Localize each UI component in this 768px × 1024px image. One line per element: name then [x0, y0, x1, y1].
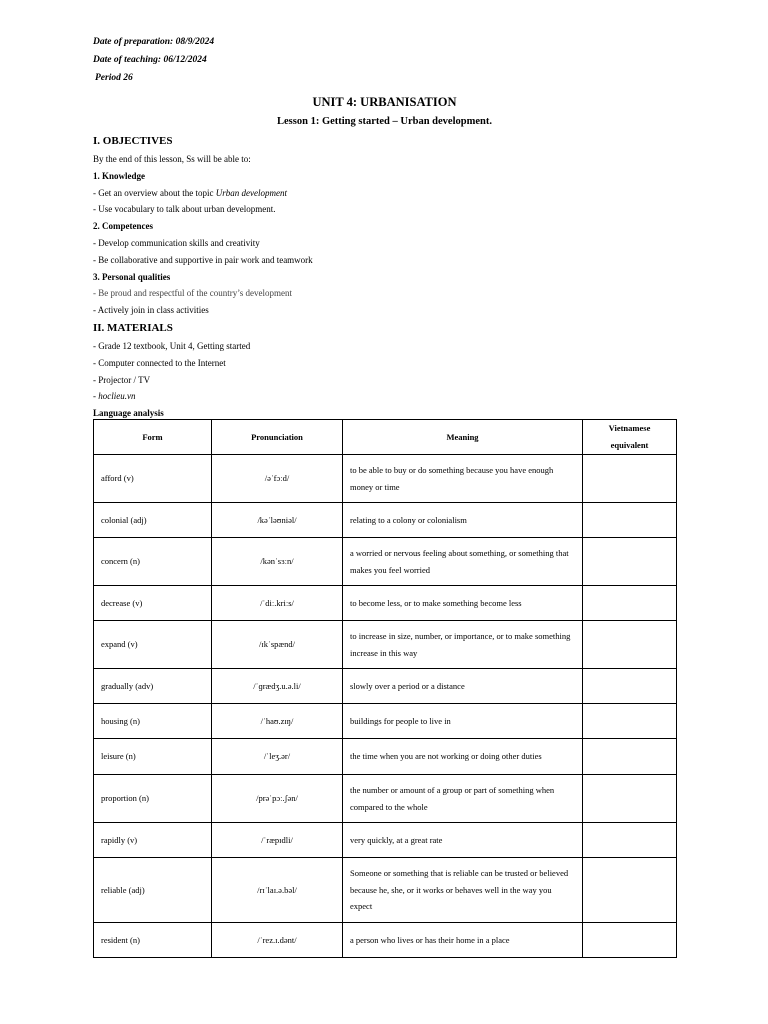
personal-quality-item: - Be proud and respectful of the country’s development: [93, 288, 292, 299]
meaning-cell: buildings for people to live in: [343, 704, 583, 739]
language-analysis-heading: Language analysis: [93, 408, 164, 419]
pronunciation-cell: /ˈræpɪdli/: [212, 823, 343, 858]
column-header-vietnamese: Vietnamese equivalent: [583, 420, 677, 455]
vietnamese-cell: [583, 455, 677, 503]
date-of-preparation: Date of preparation: 08/9/2024: [93, 37, 215, 47]
meaning-cell: the time when you are not working or doing other duties: [343, 739, 583, 775]
vietnamese-cell: [583, 586, 677, 621]
vietnamese-cell: [583, 775, 677, 823]
pronunciation-cell: /prəˈpɔː.ʃən/: [212, 775, 343, 823]
form-cell: gradually (adv): [94, 669, 212, 704]
material-item: [93, 391, 676, 401]
column-header-meaning: Meaning: [343, 420, 583, 455]
knowledge-item: [93, 188, 676, 198]
form-cell: afford (v): [94, 455, 212, 503]
knowledge-heading: 1. Knowledge: [93, 170, 146, 181]
table-row: [94, 775, 677, 823]
vocabulary-table: [93, 419, 677, 958]
column-header-pronunciation: Pronunciation: [212, 420, 343, 455]
pronunciation-cell: /rɪˈlaɪ.ə.bəl/: [212, 858, 343, 923]
table-row: [94, 923, 677, 958]
pronunciation-cell: /kənˈsɜːn/: [212, 538, 343, 586]
vietnamese-cell: [583, 858, 677, 923]
date-of-teaching: Date of teaching: 06/12/2024: [93, 55, 207, 65]
material-link-text: hoclieu.vn: [98, 391, 136, 402]
pronunciation-cell: /əˈfɔːd/: [212, 455, 343, 503]
competence-item: - Develop communication skills and creativity: [93, 237, 260, 248]
table-row: [94, 823, 677, 858]
vietnamese-cell: [583, 739, 677, 775]
meaning-cell: very quickly, at a great rate: [343, 823, 583, 858]
meaning-cell: a person who lives or has their home in a place: [343, 923, 583, 958]
materials-heading: II. MATERIALS: [93, 321, 173, 334]
pronunciation-cell: /ɪkˈspænd/: [212, 621, 343, 669]
table-row: [94, 538, 677, 586]
competence-item: - Be collaborative and supportive in pair work and teamwork: [93, 254, 313, 265]
material-item: - Grade 12 textbook, Unit 4, Getting started: [93, 340, 251, 351]
table-row: [94, 704, 677, 739]
pronunciation-cell: /ˈdiː.kriːs/: [212, 586, 343, 621]
vietnamese-cell: [583, 923, 677, 958]
pronunciation-cell: /kəˈləʊniəl/: [212, 503, 343, 538]
personal-qualities-heading: 3. Personal qualities: [93, 271, 171, 282]
column-header-form: Form: [94, 420, 212, 455]
vietnamese-cell: [583, 669, 677, 704]
unit-title: UNIT 4: URBANISATION: [312, 95, 457, 109]
form-cell: resident (n): [94, 923, 212, 958]
table-row: [94, 455, 677, 503]
vietnamese-cell: [583, 621, 677, 669]
table-row: [94, 503, 677, 538]
competences-heading: 2. Competences: [93, 221, 153, 232]
meaning-cell: Someone or something that is reliable can be trusted or believed because he, she, or it works or behaves well in the way you expect: [343, 858, 583, 923]
pronunciation-cell: /ˈleʒ.ər/: [212, 739, 343, 775]
table-row: [94, 739, 677, 775]
form-cell: rapidly (v): [94, 823, 212, 858]
meaning-cell: to be able to buy or do something because you have enough money or time: [343, 455, 583, 503]
table-row: [94, 621, 677, 669]
form-cell: decrease (v): [94, 586, 212, 621]
knowledge-item-text: - Get an overview about the topic: [93, 187, 216, 198]
vietnamese-cell: [583, 704, 677, 739]
pronunciation-cell: /ˈrez.ɪ.dənt/: [212, 923, 343, 958]
vietnamese-cell: [583, 503, 677, 538]
meaning-cell: to increase in size, number, or importance, or to make something increase in this way: [343, 621, 583, 669]
form-cell: housing (n): [94, 704, 212, 739]
vocabulary-table-body: [94, 455, 677, 958]
objectives-intro: By the end of this lesson, Ss will be able to:: [93, 154, 251, 164]
meaning-cell: relating to a colony or colonialism: [343, 503, 583, 538]
pronunciation-cell: /ˈhaʊ.zɪŋ/: [212, 704, 343, 739]
table-row: [94, 586, 677, 621]
material-item: - Projector / TV: [93, 374, 151, 385]
form-cell: colonial (adj): [94, 503, 212, 538]
vietnamese-cell: [583, 538, 677, 586]
vietnamese-cell: [583, 823, 677, 858]
objectives-heading: I. OBJECTIVES: [93, 135, 173, 147]
period-label: Period 26: [95, 73, 133, 83]
lesson-title: Lesson 1: Getting started – Urban development.: [277, 116, 492, 127]
form-cell: leisure (n): [94, 739, 212, 775]
form-cell: concern (n): [94, 538, 212, 586]
lesson-plan: [93, 38, 676, 958]
pronunciation-cell: /ˈɡrædʒ.u.ə.li/: [212, 669, 343, 704]
form-cell: expand (v): [94, 621, 212, 669]
knowledge-item: - Use vocabulary to talk about urban development.: [93, 204, 276, 215]
personal-quality-item: - Actively join in class activities: [93, 305, 209, 316]
meaning-cell: a worried or nervous feeling about something, or something that makes you feel worried: [343, 538, 583, 586]
material-item-prefix: -: [93, 391, 99, 402]
meaning-cell: to become less, or to make something become less: [343, 586, 583, 621]
form-cell: reliable (adj): [94, 858, 212, 923]
material-item: - Computer connected to the Internet: [93, 357, 226, 368]
meaning-cell: slowly over a period or a distance: [343, 669, 583, 704]
knowledge-topic: Urban development: [215, 187, 287, 198]
meaning-cell: the number or amount of a group or part of something when compared to the whole: [343, 775, 583, 823]
table-header-row: [94, 420, 677, 455]
form-cell: proportion (n): [94, 775, 212, 823]
table-row: [94, 669, 677, 704]
table-row: [94, 858, 677, 923]
